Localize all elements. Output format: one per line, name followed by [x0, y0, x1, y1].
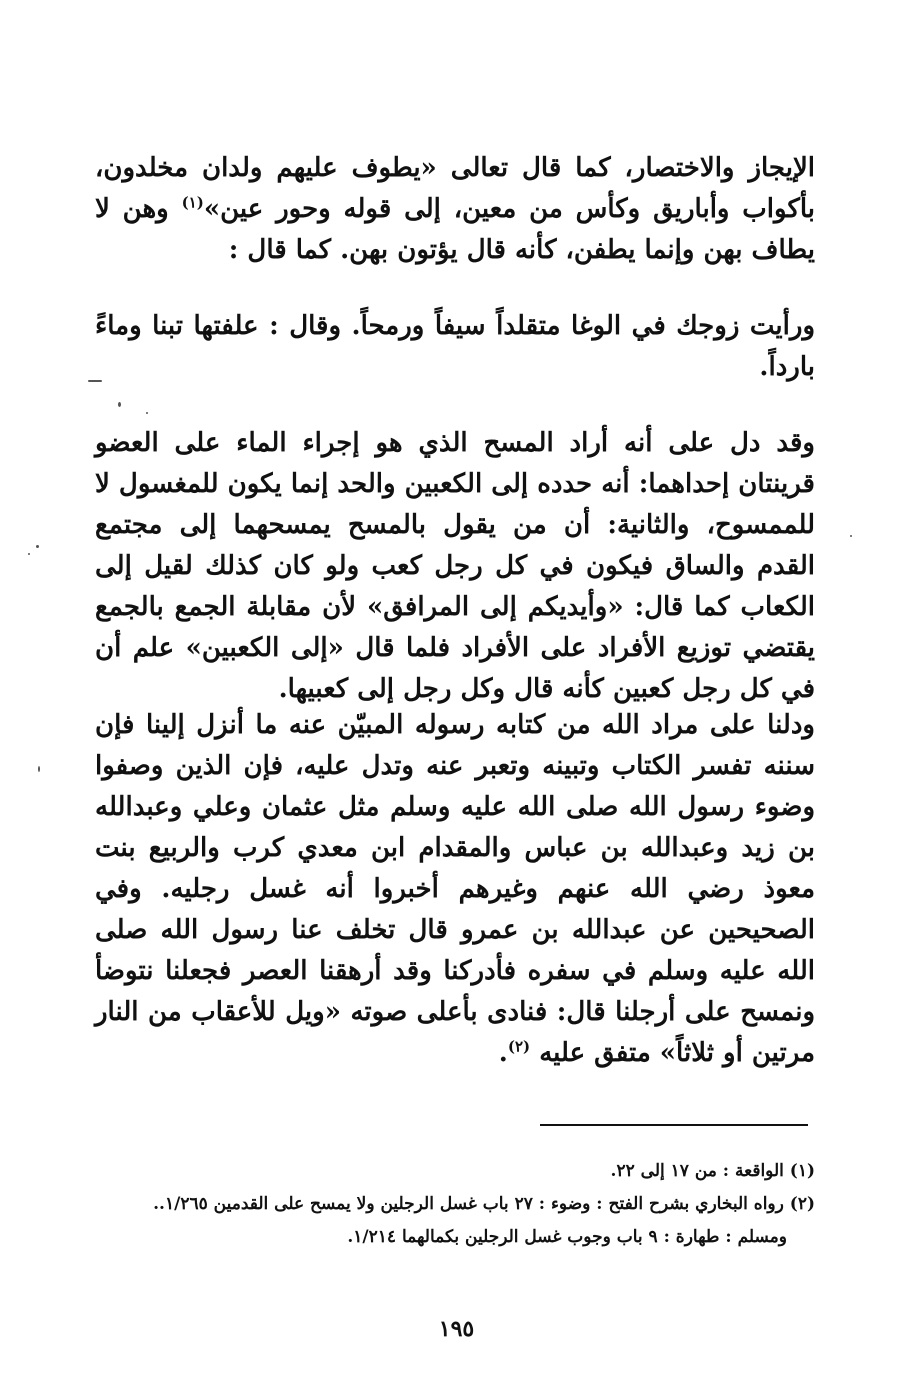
- footnote-1: (١) الواقعة : من ١٧ إلى ٢٢.: [610, 1161, 815, 1181]
- footnote-marker-2: (٢): [507, 1037, 531, 1056]
- footnote-2-continuation: ومسلم : طهارة : ٩ باب وجوب غسل الرجلين بكمالهما ١/٢١٤.: [347, 1227, 787, 1247]
- paragraph-1-text-after: وهن لا يطاف بهن وإنما يطفن، كأنه قال يؤتون بهن. كما قال :: [95, 194, 815, 265]
- paragraph-4-text-after: .: [498, 1038, 508, 1068]
- footnotes: [90, 1155, 815, 1254]
- footnote-2: (٢) رواه البخاري بشرح الفتح : وضوء : ٢٧ باب غسل الرجلين ولا يمسح على القدمين ١/٢٦٥..: [153, 1194, 815, 1214]
- paragraph-2-text: ورأيت زوجك في الوغا متقلداً سيفاً ورمحاً. وقال : علفتها تبنا وماءً بارداً.: [95, 311, 815, 382]
- paragraph-1: [95, 148, 815, 271]
- footnote-separator: [540, 1124, 808, 1126]
- paragraph-1-text-before: الإيجاز والاختصار، كما قال تعالى «يطوف عليهم ولدان مخلدون، بأكواب وأباريق وكأس من معين، إلى قوله وحور عين»: [95, 153, 815, 224]
- paragraph-3-text: وقد دل على أنه أراد المسح الذي هو إجراء الماء على العضو قرينتان إحداهما: أنه حدده إلى الكعبين والحد إنما يكون للمغسول لا للممسوح، والثانية: أن من يقول بالمسح يمسحهما إلى مجتمع القدم والساق فيكون في كل رجل كعب ولو كان كذلك لقيل إلى الكعاب كما قال: «وأيديكم إلى المرافق» لأن مقابلة الجمع بالجمع يقتضي توزيع الأفراد على الأفراد فلما قال «إلى الكعبين» علم أن في كل رجل كعبين كأنه قال وكل رجل إلى كعبيها.: [95, 428, 815, 704]
- paragraph-4: [95, 705, 815, 1074]
- page-number: ١٩٥: [438, 1316, 475, 1342]
- footnote-marker-1: (١): [181, 193, 204, 212]
- paragraph-4-text-before: ودلنا على مراد الله من كتابه رسوله المبيّن عنه ما أنزل إلينا فإن سننه تفسر الكتاب وتبينه وتعبر عنه وتدل عليه، فإن الذين وصفوا وضوء رسول الله صلى الله عليه وسلم مثل عثمان وعلي وعبدالله بن زيد وعبدالله بن عباس والمقدام ابن معدي كرب والربيع بنت معوذ رضي الله عنهم وغيرهم أخبروا أنه غسل رجليه. وفي الصحيحين عن عبدالله بن عمرو قال تخلف عنا رسول الله صلى الله عليه وسلم في سفره فأدركنا وقد أرهقنا العصر فجعلنا نتوضأ ونمسح على أرجلنا قال: فنادى بأعلى صوته «ويل للأعقاب من النار مرتين أو ثلاثاً» متفق عليه: [95, 710, 815, 1068]
- paragraph-2: [95, 306, 815, 388]
- paragraph-3: [95, 423, 815, 710]
